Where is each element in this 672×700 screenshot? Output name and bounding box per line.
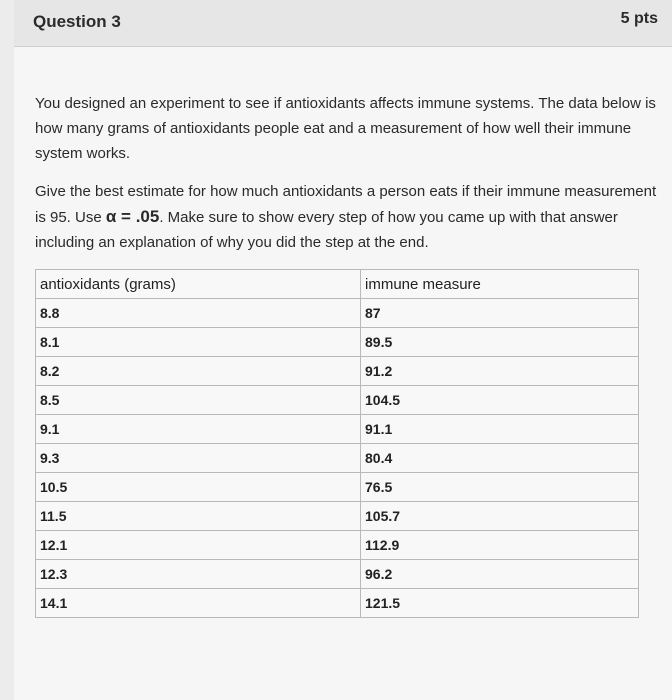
cell-immune: 105.7: [361, 502, 639, 531]
data-table: [35, 269, 639, 618]
table-row: [36, 473, 639, 502]
table-row: [36, 444, 639, 473]
table-row: [36, 589, 639, 618]
cell-immune: 121.5: [361, 589, 639, 618]
question-title: Question 3: [33, 12, 121, 31]
cell-immune: 89.5: [361, 328, 639, 357]
cell-antioxidants: 12.3: [36, 560, 361, 589]
alpha-equals: =: [116, 207, 136, 226]
question-body: [14, 47, 672, 618]
table-header-row: [36, 270, 639, 299]
alpha-symbol: α: [105, 207, 117, 226]
cell-immune: 87: [361, 299, 639, 328]
table-row: [36, 531, 639, 560]
cell-antioxidants: 8.2: [36, 357, 361, 386]
prompt-paragraph-1: You designed an experiment to see if antioxidants affects immune systems. The data below is how many grams of antioxidants people eat and a measurement of how well their immune system works.: [35, 95, 656, 162]
prompt-paragraph-2: [35, 179, 660, 255]
cell-immune: 80.4: [361, 444, 639, 473]
table-row: [36, 502, 639, 531]
cell-antioxidants: 14.1: [36, 589, 361, 618]
cell-antioxidants: 8.5: [36, 386, 361, 415]
cell-antioxidants: 8.1: [36, 328, 361, 357]
prompt-text-after-alpha: . Make sure to show every step of how you came up with that answer including an explanation of why you did the step at the end.: [35, 209, 618, 251]
cell-immune: 76.5: [361, 473, 639, 502]
table-row: [36, 357, 639, 386]
cell-antioxidants: 8.8: [36, 299, 361, 328]
cell-antioxidants: 10.5: [36, 473, 361, 502]
cell-immune: 104.5: [361, 386, 639, 415]
cell-antioxidants: 9.3: [36, 444, 361, 473]
cell-antioxidants: 9.1: [36, 415, 361, 444]
table-row: [36, 328, 639, 357]
cell-immune: 91.2: [361, 357, 639, 386]
table-row: [36, 415, 639, 444]
cell-immune: 112.9: [361, 531, 639, 560]
alpha-value: .05: [135, 207, 160, 226]
table-row: [36, 560, 639, 589]
cell-antioxidants: 12.1: [36, 531, 361, 560]
header-antioxidants: antioxidants (grams): [36, 270, 361, 299]
question-card: [14, 0, 672, 700]
prompt-text-before-alpha: Give the best estimate for how much antioxidants a person eats if their immune measurement is 95. Use: [35, 183, 657, 226]
question-header: [14, 0, 672, 47]
table-row: [36, 386, 639, 415]
header-immune-measure: immune measure: [361, 270, 639, 299]
cell-antioxidants: 11.5: [36, 502, 361, 531]
question-points: 5 pts: [620, 10, 658, 27]
cell-immune: 91.1: [361, 415, 639, 444]
table-row: [36, 299, 639, 328]
cell-immune: 96.2: [361, 560, 639, 589]
